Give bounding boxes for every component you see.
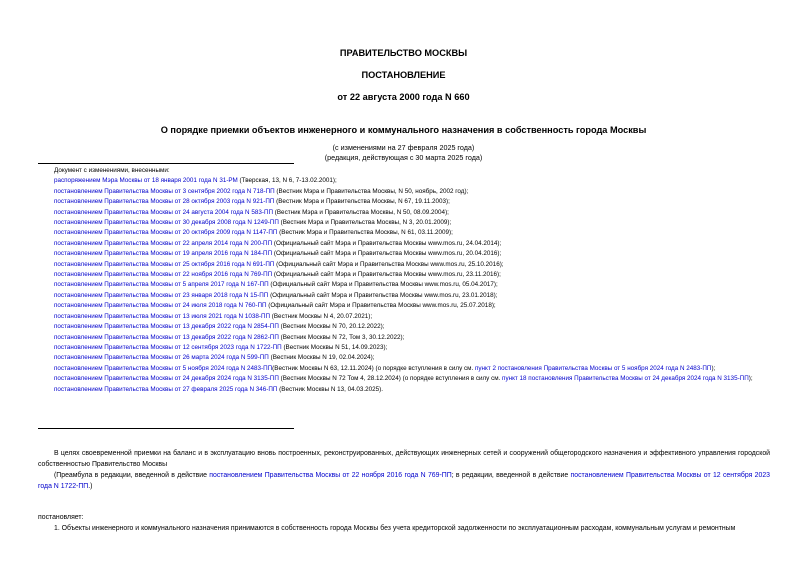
change-item <box>38 333 770 343</box>
changes-note: (с изменениями на 27 февраля 2025 года) <box>332 143 475 152</box>
change-items <box>38 176 770 363</box>
change-link[interactable]: постановлением Правительства Москвы от 5 апреля 2017 года N 167-ПП <box>54 281 269 289</box>
change-text: (Вестник Москвы N 51, 14.09.2023); <box>281 343 388 351</box>
change-text: (Вестник Москвы N 70, 20.12.2022); <box>278 323 385 331</box>
change-text: (Тверская, 13, N 6, 7-13.02.2001); <box>237 177 337 185</box>
change-link[interactable]: пункт 18 постановления Правительства Москвы от 24 декабря 2024 года N 3135-ПП <box>502 375 749 383</box>
change-link[interactable]: постановлением Правительства Москвы от 24 июля 2018 года N 760-ПП <box>54 302 267 310</box>
changes-intro: Документ с изменениями, внесенными: <box>54 167 170 174</box>
change-item <box>38 301 770 311</box>
change-text: (Официальный сайт Мэра и Правительства Москвы www.mos.ru, 05.04.2017); <box>268 281 498 289</box>
change-text: (Вестник Мэра и Правительства Москвы, N 50, ноябрь, 2002 год); <box>274 187 469 195</box>
change-item <box>38 260 770 270</box>
government-heading: ПРАВИТЕЛЬСТВО МОСКВЫ <box>339 48 468 58</box>
change-text: (Вестник Мэра и Правительства Москвы, N 50, 08.09.2004); <box>273 208 449 216</box>
change-link[interactable]: постановлением Правительства Москвы от 12 сентября 2023 года N 1722-ПП <box>54 343 282 351</box>
change-text: (Вестник Москвы N 19, 02.04.2024); <box>268 354 375 362</box>
change-text: (Вестник Москвы N 4, 20.07.2021); <box>270 312 373 320</box>
change-item <box>38 187 770 197</box>
change-item <box>38 343 770 353</box>
change-link[interactable]: постановлением Правительства Москвы от 24 августа 2004 года N 583-ПП <box>54 208 274 216</box>
document-date: от 22 августа 2000 года N 660 <box>337 92 470 102</box>
top-divider <box>38 163 294 164</box>
change-item <box>38 353 770 363</box>
change-text: (Официальный сайт Мэра и Правительства Москвы www.mos.ru, 25.07.2018); <box>266 302 496 310</box>
change-link[interactable]: постановлением Правительства Москвы от 13 декабря 2022 года N 2854-ПП <box>54 323 279 331</box>
changes-list <box>38 166 770 395</box>
change-item <box>38 208 770 218</box>
change-text: (Официальный сайт Мэра и Правительства Москвы www.mos.ru, 23.11.2016); <box>272 271 501 279</box>
preamble-paragraph: В целях своевременной приемки на баланс и в эксплуатацию вновь построенных, реконструированных, действующих инженерных сетей и сооружений общегородского назначения и эффективного управления городской собственностью Правительство Москвы <box>38 450 770 468</box>
change-item <box>38 249 770 259</box>
change-text: (Вестник Мэра и Правительства Москвы, N 3, 20.01.2009); <box>278 219 452 227</box>
change-link[interactable]: постановлением Правительства Москвы от 22 апреля 2014 года N 200-ПП <box>54 239 273 247</box>
note-link-769[interactable]: постановлением Правительства Москвы от 22 ноября 2016 года N 769-ПП <box>209 472 452 479</box>
change-link[interactable]: постановлением Правительства Москвы от 28 октября 2003 года N 921-ПП <box>54 198 275 206</box>
document-title: О порядке приемки объектов инженерного и коммунального назначения в собственность города Москвы <box>160 125 647 135</box>
change-link[interactable]: постановлением Правительства Москвы от 23 января 2018 года N 15-ПП <box>54 291 269 299</box>
change-text: (Вестник Москвы N 72 Том 4, 28.12.2024) (о порядке вступления в силу см. <box>278 375 503 383</box>
change-link[interactable]: распоряжением Мэра Москвы от 18 января 2001 года N 31-РМ <box>54 177 238 185</box>
change-item <box>38 218 770 228</box>
note-text: ; в редакции, введенной в действие <box>451 472 571 479</box>
point-1: 1. Объекты инженерного и коммунального назначения принимаются в собственность города Москвы без учета кредиторской задолженности по эксплуатационным расходам, коммунальным услугам и ремонтным <box>54 525 736 532</box>
change-item <box>38 291 770 301</box>
bottom-divider <box>38 428 294 429</box>
edition-note: (редакция, действующая с 30 марта 2025 года) <box>324 153 483 162</box>
change-item <box>38 364 770 374</box>
note-link-1722[interactable]: постановлением Правительства Москвы от 12 сентября 2023 года N 1722-ПП <box>38 472 771 490</box>
change-text: ); <box>748 375 753 383</box>
change-link[interactable]: постановлением Правительства Москвы от 24 декабря 2024 года N 3135-ПП <box>54 375 279 383</box>
change-item <box>38 270 770 280</box>
change-item <box>38 374 770 384</box>
change-link[interactable]: постановлением Правительства Москвы от 22 ноября 2016 года N 769-ПП <box>54 271 273 279</box>
change-link[interactable]: постановлением Правительства Москвы от 19 апреля 2016 года N 184-ПП <box>54 250 273 258</box>
change-item <box>38 280 770 290</box>
change-text: (Вестник Москвы N 63, 12.11.2024) (о порядке вступления в силу см. <box>272 364 475 372</box>
change-link[interactable]: постановлением Правительства Москвы от 26 марта 2024 года N 599-ПП <box>54 354 269 362</box>
change-item <box>38 228 770 238</box>
change-link[interactable]: постановлением Правительства Москвы от 27 февраля 2025 года N 346-ПП <box>54 385 278 393</box>
resolves-label: постановляет: <box>38 514 84 521</box>
change-text: (Официальный сайт Мэра и Правительства Москвы www.mos.ru, 24.04.2014); <box>272 239 502 247</box>
change-item <box>38 312 770 322</box>
change-link[interactable]: постановлением Правительства Москвы от 20 октября 2009 года N 1147-ПП <box>54 229 278 237</box>
change-link[interactable]: постановлением Правительства Москвы от 30 декабря 2008 года N 1249-ПП <box>54 219 279 227</box>
change-text: (Вестник Москвы N 72, Том 3, 30.12.2022); <box>278 333 405 341</box>
change-text: ); <box>711 364 716 372</box>
note-text: (Преамбула в редакции, введенной в действие <box>54 472 210 479</box>
change-text: (Официальный сайт Мэра и Правительства Москвы www.mos.ru, 25.10.2016); <box>274 260 504 268</box>
change-text: (Официальный сайт Мэра и Правительства Москвы www.mos.ru, 23.01.2018); <box>268 291 498 299</box>
change-item <box>38 385 770 395</box>
change-item <box>38 239 770 249</box>
change-text: (Официальный сайт Мэра и Правительства Москвы www.mos.ru, 20.04.2016); <box>272 250 502 258</box>
document-type-heading: ПОСТАНОВЛЕНИЕ <box>361 70 446 80</box>
change-link[interactable]: пункт 2 постановления Правительства Москвы от 5 ноября 2024 года N 2483-ПП <box>474 364 712 372</box>
change-link[interactable]: постановлением Правительства Москвы от 13 декабря 2022 года N 2862-ПП <box>54 333 279 341</box>
change-link[interactable]: постановлением Правительства Москвы от 5 ноября 2024 года N 2483-ПП <box>54 364 273 372</box>
change-link[interactable]: постановлением Правительства Москвы от 25 октября 2016 года N 691-ПП <box>54 260 275 268</box>
change-item <box>38 176 770 186</box>
change-item <box>38 322 770 332</box>
change-link[interactable]: постановлением Правительства Москвы от 13 июля 2021 года N 1038-ПП <box>54 312 271 320</box>
preamble-note <box>38 471 770 492</box>
change-text: (Вестник Мэра и Правительства Москвы, N 67, 19.11.2003); <box>274 198 450 206</box>
change-text: (Вестник Мэра и Правительства Москвы, N 61, 03.11.2009); <box>277 229 453 237</box>
change-text: (Вестник Москвы N 13, 04.03.2025). <box>277 385 384 393</box>
change-link[interactable]: постановлением Правительства Москвы от 3 сентября 2002 года N 718-ПП <box>54 187 275 195</box>
note-text: .) <box>88 482 93 490</box>
change-item <box>38 197 770 207</box>
